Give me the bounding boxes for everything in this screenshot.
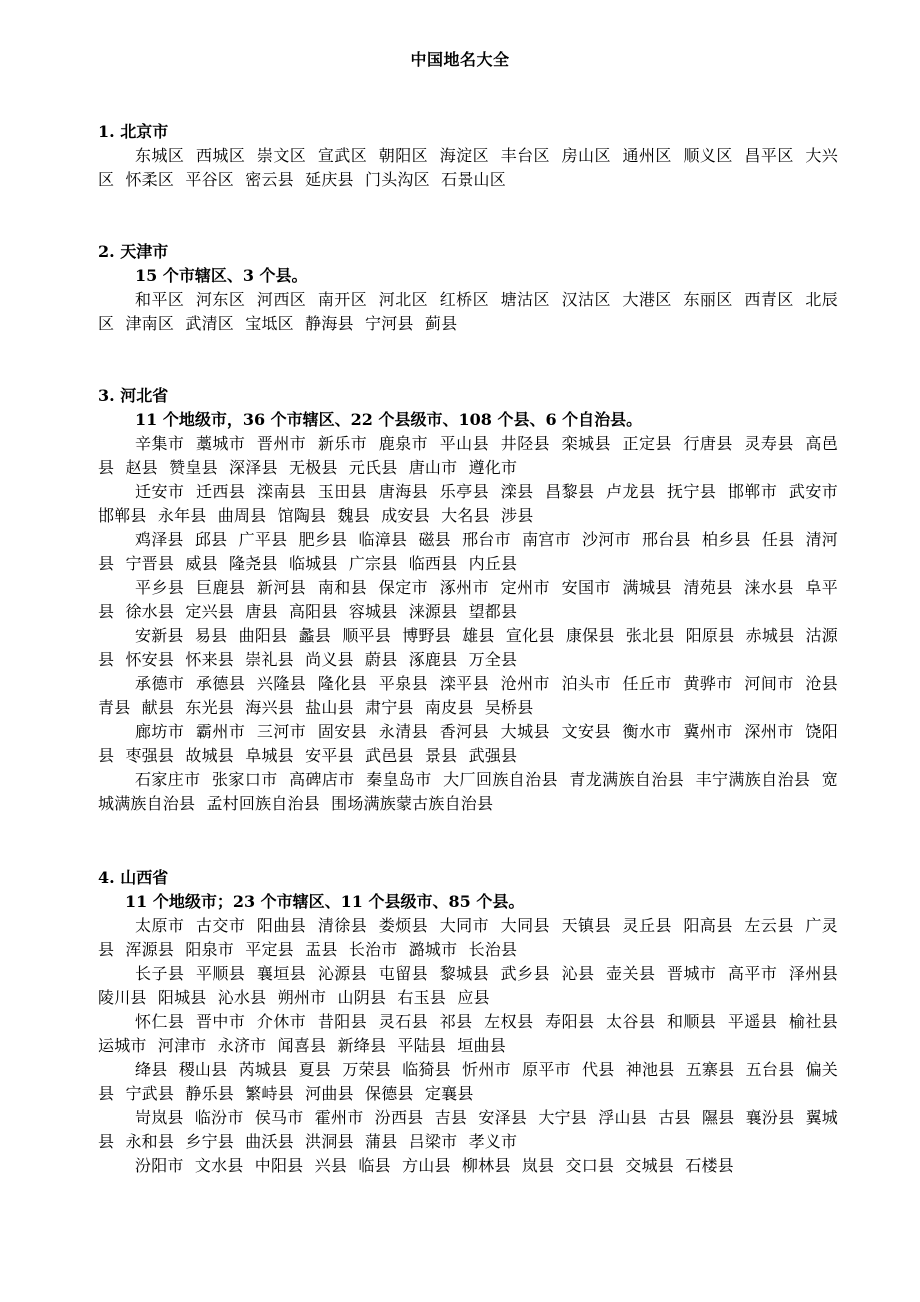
section-heading: 3. 河北省 (98, 386, 169, 405)
paragraph: 岢岚县 临汾市 侯马市 霍州市 汾西县 吉县 安泽县 大宁县 浮山县 古县 隰县 襄汾县 翼城县 永和县 乡宁县 曲沃县 洪洞县 蒲县 吕梁市 孝义市 (98, 1108, 838, 1151)
section-heading: 2. 天津市 (98, 242, 169, 261)
section-heading: 1. 北京市 (98, 122, 169, 141)
paragraph: 平乡县 巨鹿县 新河县 南和县 保定市 涿州市 定州市 安国市 满城县 清苑县 涞水县 阜平县 徐水县 定兴县 唐县 高阳县 容城县 涞源县 望都县 (98, 578, 838, 621)
section-heading: 4. 山西省 (98, 868, 169, 887)
paragraph: 安新县 易县 曲阳县 蠡县 顺平县 博野县 雄县 宣化县 康保县 张北县 阳原县 赤城县 沽源县 怀安县 怀来县 崇礼县 尚义县 蔚县 涿鹿县 万全县 (98, 626, 838, 669)
section-tianjin (98, 240, 838, 336)
paragraph: 迁安市 迁西县 滦南县 玉田县 唐海县 乐亭县 滦县 昌黎县 卢龙县 抚宁县 邯郸市 武安市 邯郸县 永年县 曲周县 馆陶县 魏县 成安县 大名县 涉县 (98, 482, 838, 525)
section-hebei (98, 384, 838, 816)
paragraph: 东城区 西城区 崇文区 宣武区 朝阳区 海淀区 丰台区 房山区 通州区 顺义区 昌平区 大兴区 怀柔区 平谷区 密云县 延庆县 门头沟区 石景山区 (98, 146, 838, 189)
paragraph: 绛县 稷山县 芮城县 夏县 万荣县 临猗县 忻州市 原平市 代县 神池县 五寨县 五台县 偏关县 宁武县 静乐县 繁峙县 河曲县 保德县 定襄县 (98, 1060, 838, 1103)
paragraph: 承德市 承德县 兴隆县 隆化县 平泉县 滦平县 沧州市 泊头市 任丘市 黄骅市 河间市 沧县 青县 献县 东光县 海兴县 盐山县 肃宁县 南皮县 吴桥县 (98, 674, 838, 717)
paragraph: 长子县 平顺县 襄垣县 沁源县 屯留县 黎城县 武乡县 沁县 壶关县 晋城市 高平市 泽州县 陵川县 阳城县 沁水县 朔州市 山阴县 右玉县 应县 (98, 964, 838, 1007)
document-title: 中国地名大全 (410, 50, 510, 69)
paragraph: 和平区 河东区 河西区 南开区 河北区 红桥区 塘沽区 汉沽区 大港区 东丽区 西青区 北辰区 津南区 武清区 宝坻区 静海县 宁河县 蓟县 (98, 290, 838, 333)
paragraph: 石家庄市 张家口市 高碑店市 秦皇岛市 大厂回族自治县 青龙满族自治县 丰宁满族自治县 宽城满族自治县 孟村回族自治县 围场满族蒙古族自治县 (98, 770, 838, 813)
section-summary: 11 个地级市，36 个市辖区、22 个县级市、108 个县、6 个自治县。 (135, 410, 643, 429)
paragraph: 辛集市 藁城市 晋州市 新乐市 鹿泉市 平山县 井陉县 栾城县 正定县 行唐县 灵寿县 高邑县 赵县 赞皇县 深泽县 无极县 元氏县 唐山市 遵化市 (98, 434, 838, 477)
paragraph: 怀仁县 晋中市 介休市 昔阳县 灵石县 祁县 左权县 寿阳县 太谷县 和顺县 平遥县 榆社县 运城市 河津市 永济市 闻喜县 新绛县 平陆县 垣曲县 (98, 1012, 838, 1055)
section-shanxi (98, 866, 838, 1178)
section-summary: 15 个市辖区、3 个县。 (135, 266, 308, 285)
paragraph: 廊坊市 霸州市 三河市 固安县 永清县 香河县 大城县 文安县 衡水市 冀州市 深州市 饶阳县 枣强县 故城县 阜城县 安平县 武邑县 景县 武强县 (98, 722, 838, 765)
paragraph: 汾阳市 文水县 中阳县 兴县 临县 方山县 柳林县 岚县 交口县 交城县 石楼县 (135, 1156, 734, 1175)
paragraph: 太原市 古交市 阳曲县 清徐县 娄烦县 大同市 大同县 天镇县 灵丘县 阳高县 左云县 广灵县 浑源县 阳泉市 平定县 盂县 长治市 潞城市 长治县 (98, 916, 838, 959)
section-beijing (98, 120, 838, 192)
paragraph: 鸡泽县 邱县 广平县 肥乡县 临漳县 磁县 邢台市 南宫市 沙河市 邢台县 柏乡县 任县 清河县 宁晋县 威县 隆尧县 临城县 广宗县 临西县 内丘县 (98, 530, 838, 573)
section-summary: 11 个地级市；23 个市辖区、11 个县级市、85 个县。 (125, 892, 525, 911)
